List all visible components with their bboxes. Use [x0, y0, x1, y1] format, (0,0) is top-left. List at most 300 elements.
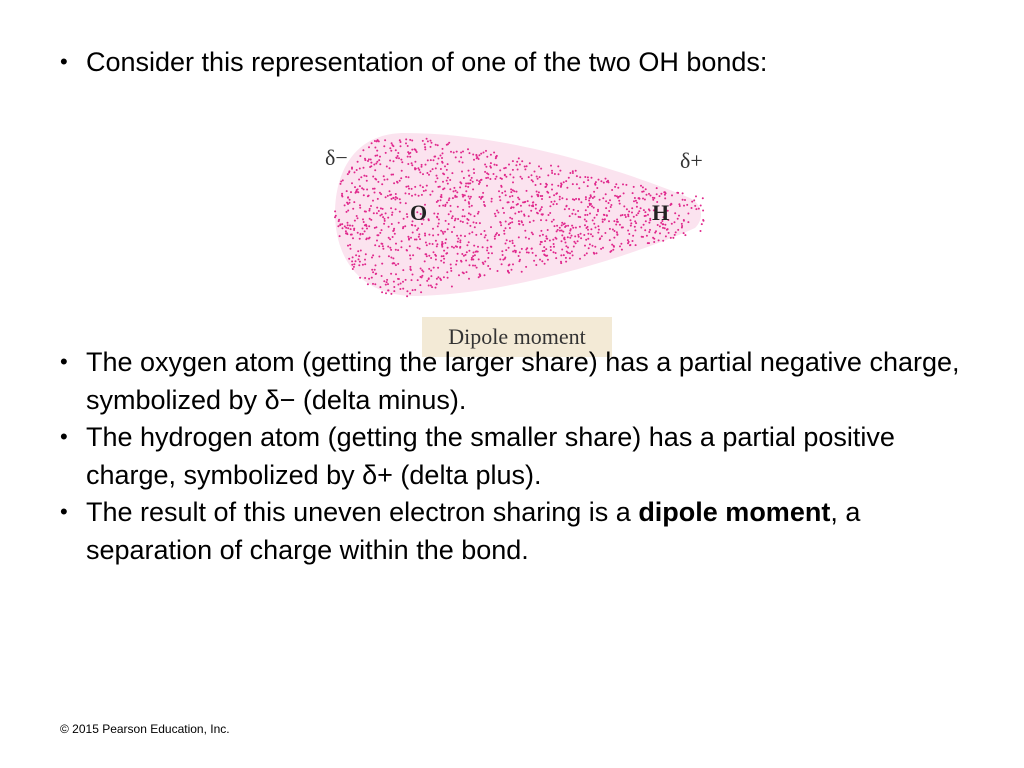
- cloud-dot: [599, 199, 601, 201]
- cloud-dot: [462, 162, 464, 164]
- cloud-dot: [577, 234, 579, 236]
- cloud-dot: [442, 188, 444, 190]
- cloud-dot: [406, 249, 408, 251]
- cloud-dot: [604, 232, 606, 234]
- cloud-dot: [531, 205, 533, 207]
- cloud-dot: [400, 141, 402, 143]
- cloud-dot: [597, 225, 599, 227]
- cloud-dot: [419, 171, 421, 173]
- cloud-dot: [476, 267, 478, 269]
- cloud-dot: [385, 152, 387, 154]
- cloud-dot: [440, 194, 442, 196]
- cloud-dot: [489, 268, 491, 270]
- cloud-dot: [555, 257, 557, 259]
- cloud-dot: [648, 208, 650, 210]
- cloud-dot: [416, 151, 418, 153]
- cloud-dot: [512, 160, 514, 162]
- cloud-dot: [469, 225, 471, 227]
- cloud-dot: [358, 255, 360, 257]
- cloud-dot: [362, 233, 364, 235]
- cloud-dot: [482, 196, 484, 198]
- cloud-dot: [345, 230, 347, 232]
- cloud-dot: [670, 203, 672, 205]
- cloud-dot: [402, 226, 404, 228]
- cloud-dot: [577, 210, 579, 212]
- cloud-dot: [526, 251, 528, 253]
- cloud-dot: [467, 182, 469, 184]
- cloud-dot: [519, 164, 521, 166]
- cloud-dot: [469, 152, 471, 154]
- cloud-dot: [573, 209, 575, 211]
- cloud-dot: [370, 219, 372, 221]
- cloud-dot: [474, 254, 476, 256]
- cloud-dot: [383, 223, 385, 225]
- cloud-dot: [573, 241, 575, 243]
- cloud-dot: [437, 234, 439, 236]
- cloud-dot: [701, 223, 703, 225]
- cloud-dot: [500, 185, 502, 187]
- cloud-dot: [432, 190, 434, 192]
- cloud-dot: [560, 182, 562, 184]
- dipole-moment-term: dipole moment: [638, 497, 831, 527]
- cloud-dot: [379, 156, 381, 158]
- cloud-dot: [411, 279, 413, 281]
- cloud-dot: [545, 183, 547, 185]
- cloud-dot: [649, 229, 651, 231]
- cloud-dot: [561, 240, 563, 242]
- cloud-dot: [363, 194, 365, 196]
- cloud-dot: [597, 210, 599, 212]
- cloud-dot: [352, 256, 354, 258]
- cloud-dot: [465, 190, 467, 192]
- cloud-dot: [554, 225, 556, 227]
- cloud-dot: [665, 235, 667, 237]
- cloud-dot: [363, 175, 365, 177]
- cloud-dot: [537, 194, 539, 196]
- cloud-dot: [550, 201, 552, 203]
- cloud-dot: [514, 245, 516, 247]
- cloud-dot: [433, 159, 435, 161]
- cloud-dot: [423, 190, 425, 192]
- cloud-dot: [624, 214, 626, 216]
- cloud-dot: [561, 249, 563, 251]
- cloud-dot: [437, 186, 439, 188]
- cloud-dot: [515, 164, 517, 166]
- cloud-dot: [384, 139, 386, 141]
- cloud-dot: [347, 224, 349, 226]
- cloud-dot: [435, 144, 437, 146]
- cloud-dot: [520, 205, 522, 207]
- cloud-dot: [471, 205, 473, 207]
- cloud-dot: [599, 238, 601, 240]
- cloud-dot: [675, 231, 677, 233]
- cloud-dot: [505, 194, 507, 196]
- cloud-dot: [541, 198, 543, 200]
- cloud-dot: [558, 173, 560, 175]
- cloud-dot: [551, 170, 553, 172]
- cloud-dot: [384, 179, 386, 181]
- cloud-dot: [565, 205, 567, 207]
- cloud-dot: [613, 237, 615, 239]
- cloud-dot: [628, 211, 630, 213]
- cloud-dot: [596, 187, 598, 189]
- cloud-dot: [364, 263, 366, 265]
- cloud-dot: [602, 247, 604, 249]
- cloud-dot: [392, 263, 394, 265]
- cloud-dot: [631, 212, 633, 214]
- cloud-dot: [552, 239, 554, 241]
- cloud-dot: [509, 222, 511, 224]
- cloud-dot: [358, 179, 360, 181]
- cloud-dot: [630, 222, 632, 224]
- cloud-dot: [648, 242, 650, 244]
- cloud-dot: [499, 221, 501, 223]
- cloud-dot: [571, 213, 573, 215]
- cloud-dot: [543, 254, 545, 256]
- cloud-dot: [394, 233, 396, 235]
- cloud-dot: [438, 158, 440, 160]
- cloud-dot: [663, 191, 665, 193]
- cloud-dot: [598, 179, 600, 181]
- cloud-dot: [553, 246, 555, 248]
- cloud-dot: [648, 193, 650, 195]
- cloud-dot: [648, 222, 650, 224]
- cloud-dot: [518, 157, 520, 159]
- cloud-dot: [362, 149, 364, 151]
- cloud-dot: [630, 225, 632, 227]
- cloud-dot: [441, 255, 443, 257]
- cloud-dot: [565, 257, 567, 259]
- cloud-dot: [457, 218, 459, 220]
- cloud-dot: [466, 222, 468, 224]
- cloud-dot: [440, 230, 442, 232]
- cloud-dot: [352, 237, 354, 239]
- cloud-dot: [379, 192, 381, 194]
- cloud-dot: [401, 161, 403, 163]
- cloud-dot: [614, 195, 616, 197]
- cloud-dot: [395, 193, 397, 195]
- cloud-dot: [381, 183, 383, 185]
- cloud-dot: [390, 293, 392, 295]
- cloud-dot: [468, 170, 470, 172]
- cloud-dot: [518, 211, 520, 213]
- cloud-dot: [472, 181, 474, 183]
- cloud-dot: [359, 238, 361, 240]
- cloud-dot: [535, 204, 537, 206]
- cloud-dot: [412, 232, 414, 234]
- cloud-dot: [425, 164, 427, 166]
- cloud-dot: [543, 246, 545, 248]
- cloud-dot: [479, 274, 481, 276]
- cloud-dot: [378, 159, 380, 161]
- cloud-dot: [487, 173, 489, 175]
- cloud-dot: [684, 234, 686, 236]
- cloud-dot: [356, 169, 358, 171]
- cloud-dot: [446, 271, 448, 273]
- cloud-dot: [452, 215, 454, 217]
- cloud-dot: [372, 254, 374, 256]
- cloud-dot: [687, 213, 689, 215]
- cloud-dot: [587, 226, 589, 228]
- cloud-dot: [586, 214, 588, 216]
- cloud-dot: [473, 245, 475, 247]
- cloud-dot: [561, 230, 563, 232]
- cloud-dot: [594, 183, 596, 185]
- cloud-dot: [532, 233, 534, 235]
- cloud-dot: [383, 280, 385, 282]
- cloud-dot: [426, 138, 428, 140]
- cloud-dot: [357, 250, 359, 252]
- cloud-dot: [426, 255, 428, 257]
- cloud-dot: [610, 206, 612, 208]
- cloud-dot: [671, 194, 673, 196]
- cloud-dot: [393, 182, 395, 184]
- cloud-dot: [422, 173, 424, 175]
- cloud-dot: [572, 170, 574, 172]
- cloud-dot: [569, 257, 571, 259]
- cloud-dot: [475, 154, 477, 156]
- cloud-dot: [469, 198, 471, 200]
- cloud-dot: [351, 264, 353, 266]
- cloud-dot: [608, 220, 610, 222]
- cloud-dot: [368, 278, 370, 280]
- cloud-dot: [505, 221, 507, 223]
- cloud-dot: [494, 164, 496, 166]
- cloud-dot: [539, 243, 541, 245]
- cloud-dot: [664, 194, 666, 196]
- cloud-dot: [504, 257, 506, 259]
- cloud-dot: [490, 154, 492, 156]
- cloud-dot: [402, 269, 404, 271]
- cloud-dot: [553, 219, 555, 221]
- cloud-dot: [478, 158, 480, 160]
- cloud-dot: [493, 173, 495, 175]
- cloud-dot: [470, 196, 472, 198]
- cloud-dot: [399, 198, 401, 200]
- cloud-dot: [528, 215, 530, 217]
- cloud-dot: [618, 200, 620, 202]
- cloud-dot: [372, 283, 374, 285]
- cloud-dot: [351, 168, 353, 170]
- cloud-dot: [436, 243, 438, 245]
- cloud-dot: [478, 211, 480, 213]
- cloud-dot: [524, 230, 526, 232]
- cloud-dot: [407, 156, 409, 158]
- cloud-dot: [537, 178, 539, 180]
- cloud-dot: [638, 210, 640, 212]
- cloud-dot: [496, 164, 498, 166]
- cloud-dot: [578, 198, 580, 200]
- cloud-dot: [371, 269, 373, 271]
- cloud-dot: [360, 176, 362, 178]
- cloud-dot: [468, 196, 470, 198]
- cloud-dot: [517, 197, 519, 199]
- cloud-dot: [375, 179, 377, 181]
- cloud-dot: [475, 234, 477, 236]
- cloud-dot: [368, 210, 370, 212]
- cloud-dot: [436, 245, 438, 247]
- cloud-dot: [625, 216, 627, 218]
- cloud-dot: [583, 181, 585, 183]
- cloud-dot: [494, 238, 496, 240]
- cloud-dot: [473, 168, 475, 170]
- cloud-dot: [378, 245, 380, 247]
- cloud-dot: [370, 159, 372, 161]
- cloud-dot: [640, 207, 642, 209]
- cloud-dot: [455, 245, 457, 247]
- cloud-dot: [635, 222, 637, 224]
- cloud-dot: [344, 225, 346, 227]
- cloud-dot: [440, 199, 442, 201]
- cloud-dot: [446, 169, 448, 171]
- cloud-dot: [548, 214, 550, 216]
- cloud-dot: [634, 220, 636, 222]
- cloud-dot: [485, 177, 487, 179]
- cloud-dot: [532, 252, 534, 254]
- cloud-dot: [390, 249, 392, 251]
- cloud-dot: [433, 267, 435, 269]
- cloud-dot: [355, 260, 357, 262]
- cloud-dot: [430, 285, 432, 287]
- cloud-dot: [637, 212, 639, 214]
- cloud-dot: [450, 264, 452, 266]
- cloud-dot: [540, 195, 542, 197]
- cloud-dot: [602, 219, 604, 221]
- cloud-dot: [567, 247, 569, 249]
- cloud-dot: [441, 246, 443, 248]
- cloud-dot: [447, 228, 449, 230]
- cloud-dot: [632, 240, 634, 242]
- cloud-dot: [405, 192, 407, 194]
- cloud-dot: [359, 168, 361, 170]
- cloud-dot: [508, 223, 510, 225]
- cloud-dot: [511, 221, 513, 223]
- cloud-dot: [595, 227, 597, 229]
- cloud-dot: [395, 264, 397, 266]
- cloud-dot: [468, 278, 470, 280]
- cloud-dot: [358, 264, 360, 266]
- cloud-dot: [485, 166, 487, 168]
- cloud-dot: [654, 232, 656, 234]
- cloud-dot: [400, 283, 402, 285]
- cloud-dot: [627, 239, 629, 241]
- cloud-dot: [340, 183, 342, 185]
- cloud-dot: [554, 173, 556, 175]
- cloud-dot: [493, 152, 495, 154]
- cloud-dot: [695, 208, 697, 210]
- cloud-dot: [346, 202, 348, 204]
- cloud-dot: [525, 266, 527, 268]
- cloud-dot: [435, 255, 437, 257]
- cloud-dot: [506, 239, 508, 241]
- cloud-dot: [650, 195, 652, 197]
- cloud-dot: [497, 212, 499, 214]
- cloud-dot: [674, 212, 676, 214]
- cloud-dot: [462, 209, 464, 211]
- cloud-dot: [441, 196, 443, 198]
- cloud-dot: [409, 266, 411, 268]
- cloud-dot: [424, 260, 426, 262]
- cloud-dot: [434, 156, 436, 158]
- cloud-dot: [377, 181, 379, 183]
- cloud-dot: [580, 233, 582, 235]
- cloud-dot: [419, 248, 421, 250]
- cloud-dot: [397, 152, 399, 154]
- cloud-dot: [392, 257, 394, 259]
- cloud-dot: [381, 291, 383, 293]
- cloud-dot: [534, 171, 536, 173]
- cloud-dot: [412, 289, 414, 291]
- cloud-dot: [447, 277, 449, 279]
- cloud-dot: [462, 194, 464, 196]
- cloud-dot: [370, 205, 372, 207]
- cloud-dot: [593, 207, 595, 209]
- cloud-dot: [561, 224, 563, 226]
- cloud-dot: [630, 219, 632, 221]
- cloud-dot: [454, 219, 456, 221]
- delta-minus-label: δ−: [325, 145, 348, 170]
- bullet-text: The oxygen atom (getting the larger share) has a partial negative charge, symbolized by δ− (delta minus).: [86, 347, 960, 415]
- cloud-dot: [390, 257, 392, 259]
- cloud-dot: [559, 227, 561, 229]
- cloud-dot: [391, 223, 393, 225]
- cloud-dot: [397, 182, 399, 184]
- cloud-dot: [444, 231, 446, 233]
- cloud-dot: [539, 176, 541, 178]
- cloud-dot: [374, 283, 376, 285]
- cloud-dot: [405, 202, 407, 204]
- cloud-dot: [579, 258, 581, 260]
- cloud-dot: [528, 205, 530, 207]
- cloud-dot: [353, 228, 355, 230]
- cloud-dot: [437, 213, 439, 215]
- cloud-dot: [518, 220, 520, 222]
- cloud-dot: [358, 258, 360, 260]
- cloud-dot: [400, 145, 402, 147]
- cloud-dot: [448, 199, 450, 201]
- cloud-dot: [619, 224, 621, 226]
- cloud-dot: [555, 238, 557, 240]
- cloud-dot: [589, 203, 591, 205]
- cloud-dot: [598, 229, 600, 231]
- cloud-dot: [453, 247, 455, 249]
- cloud-dot: [546, 255, 548, 257]
- cloud-dot: [521, 271, 523, 273]
- cloud-dot: [610, 204, 612, 206]
- cloud-dot: [602, 221, 604, 223]
- cloud-dot: [482, 246, 484, 248]
- cloud-dot: [471, 177, 473, 179]
- cloud-dot: [429, 243, 431, 245]
- cloud-dot: [519, 259, 521, 261]
- cloud-dot: [466, 271, 468, 273]
- cloud-dot: [560, 186, 562, 188]
- cloud-dot: [677, 218, 679, 220]
- cloud-dot: [457, 253, 459, 255]
- cloud-dot: [354, 220, 356, 222]
- cloud-dot: [616, 231, 618, 233]
- cloud-dot: [619, 203, 621, 205]
- cloud-dot: [691, 201, 693, 203]
- cloud-dot: [635, 200, 637, 202]
- cloud-dot: [406, 216, 408, 218]
- cloud-dot: [382, 216, 384, 218]
- cloud-dot: [425, 242, 427, 244]
- cloud-dot: [451, 246, 453, 248]
- cloud-dot: [443, 262, 445, 264]
- cloud-dot: [431, 142, 433, 144]
- cloud-dot: [564, 226, 566, 228]
